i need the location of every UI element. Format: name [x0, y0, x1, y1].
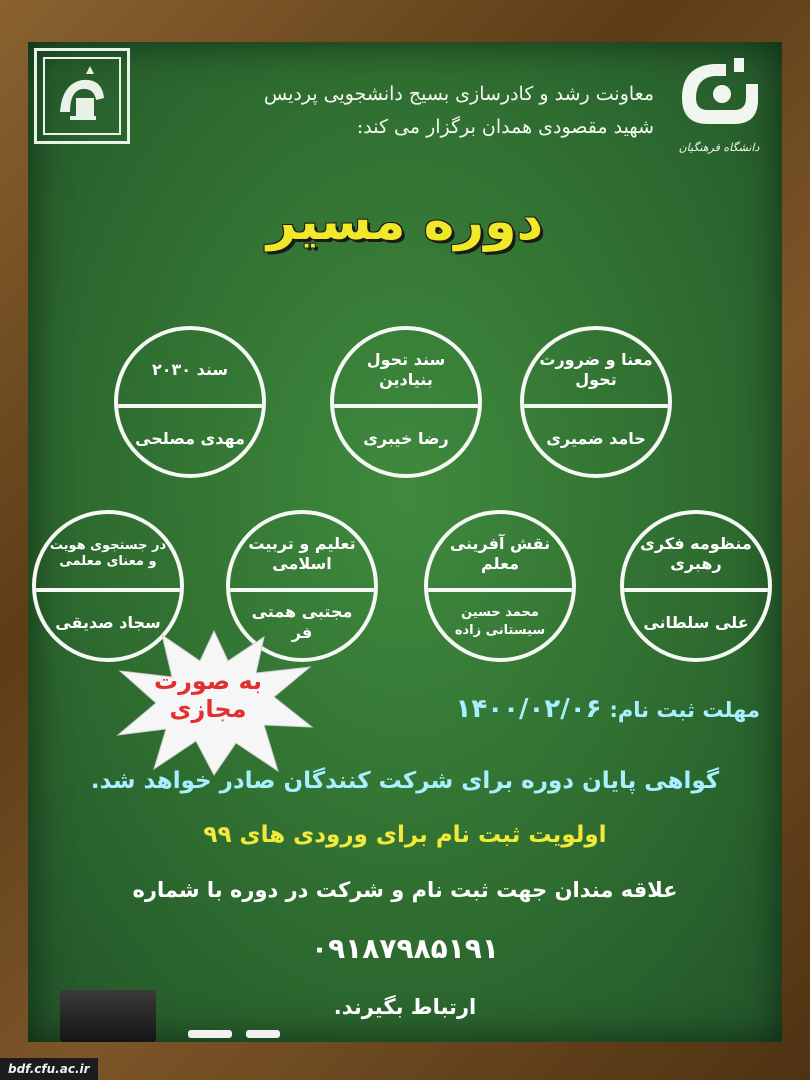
eraser-image	[60, 990, 156, 1042]
logo-caption: دانشگاه فرهنگیان	[678, 141, 760, 154]
basij-logo	[34, 48, 130, 144]
registration-deadline	[240, 694, 760, 724]
chalk-image	[246, 1030, 280, 1038]
course-presenter: محمد حسین سیستانی زاده	[454, 605, 546, 638]
site-watermark: bdf.cfu.ac.ir	[0, 1058, 98, 1080]
course-circle	[330, 326, 482, 478]
certificate-note: گواهی پایان دوره برای شرکت کنندگان صادر خواهد شد.	[90, 768, 720, 794]
virtual-badge: به صورت مجازی	[153, 667, 263, 723]
course-circle	[114, 326, 266, 478]
chalkboard	[28, 42, 782, 1042]
course-circle	[424, 510, 576, 662]
phone-number: ۰۹۱۸۷۹۸۵۱۹۱	[311, 932, 499, 965]
deadline-label: مهلت ثبت نام:	[609, 698, 760, 722]
course-circle	[520, 326, 672, 478]
course-topic: سند ۲۰۳۰	[151, 360, 229, 379]
course-topic: معنا و ضرورت تحول	[539, 350, 653, 389]
course-presenter: علی سلطانی	[643, 612, 749, 632]
page-title: دوره مسیر	[266, 192, 544, 252]
course-topic: تعلیم و تربیت اسلامی	[248, 534, 356, 573]
deadline-date: ۱۴۰۰/۰۲/۰۶	[455, 694, 602, 724]
contact-note: علاقه مندان جهت ثبت نام و شرکت در دوره با شماره	[132, 878, 678, 902]
course-presenter: مهدی مصلحی	[135, 428, 245, 448]
header-line-1: معاونت رشد و کادرسازی بسیج دانشجویی پردیس	[263, 83, 654, 105]
closing-note: ارتباط بگیرند.	[333, 995, 477, 1019]
farhangian-university-logo	[664, 48, 774, 158]
course-topic: نقش آفرینی معلم	[449, 534, 551, 573]
course-presenter: سجاد صدیقی	[55, 612, 161, 632]
course-presenter: رضا خیبری	[363, 428, 449, 448]
course-topic: در جستجوی هویت و معنای معلمی	[49, 538, 167, 569]
priority-note: اولویت ثبت نام برای ورودی های ۹۹	[203, 822, 607, 848]
chalk-image	[188, 1030, 232, 1038]
course-topic: سند تحول بنیادین	[366, 350, 446, 389]
header-line-2: شهید مقصودی همدان برگزار می کند:	[356, 116, 654, 138]
course-presenter: حامد ضمیری	[546, 428, 646, 448]
course-circle	[620, 510, 772, 662]
course-topic: منظومه فکری رهبری	[640, 534, 752, 573]
organizer-text	[134, 78, 654, 144]
course-presenter: مجتبی همتی فر	[251, 602, 353, 642]
